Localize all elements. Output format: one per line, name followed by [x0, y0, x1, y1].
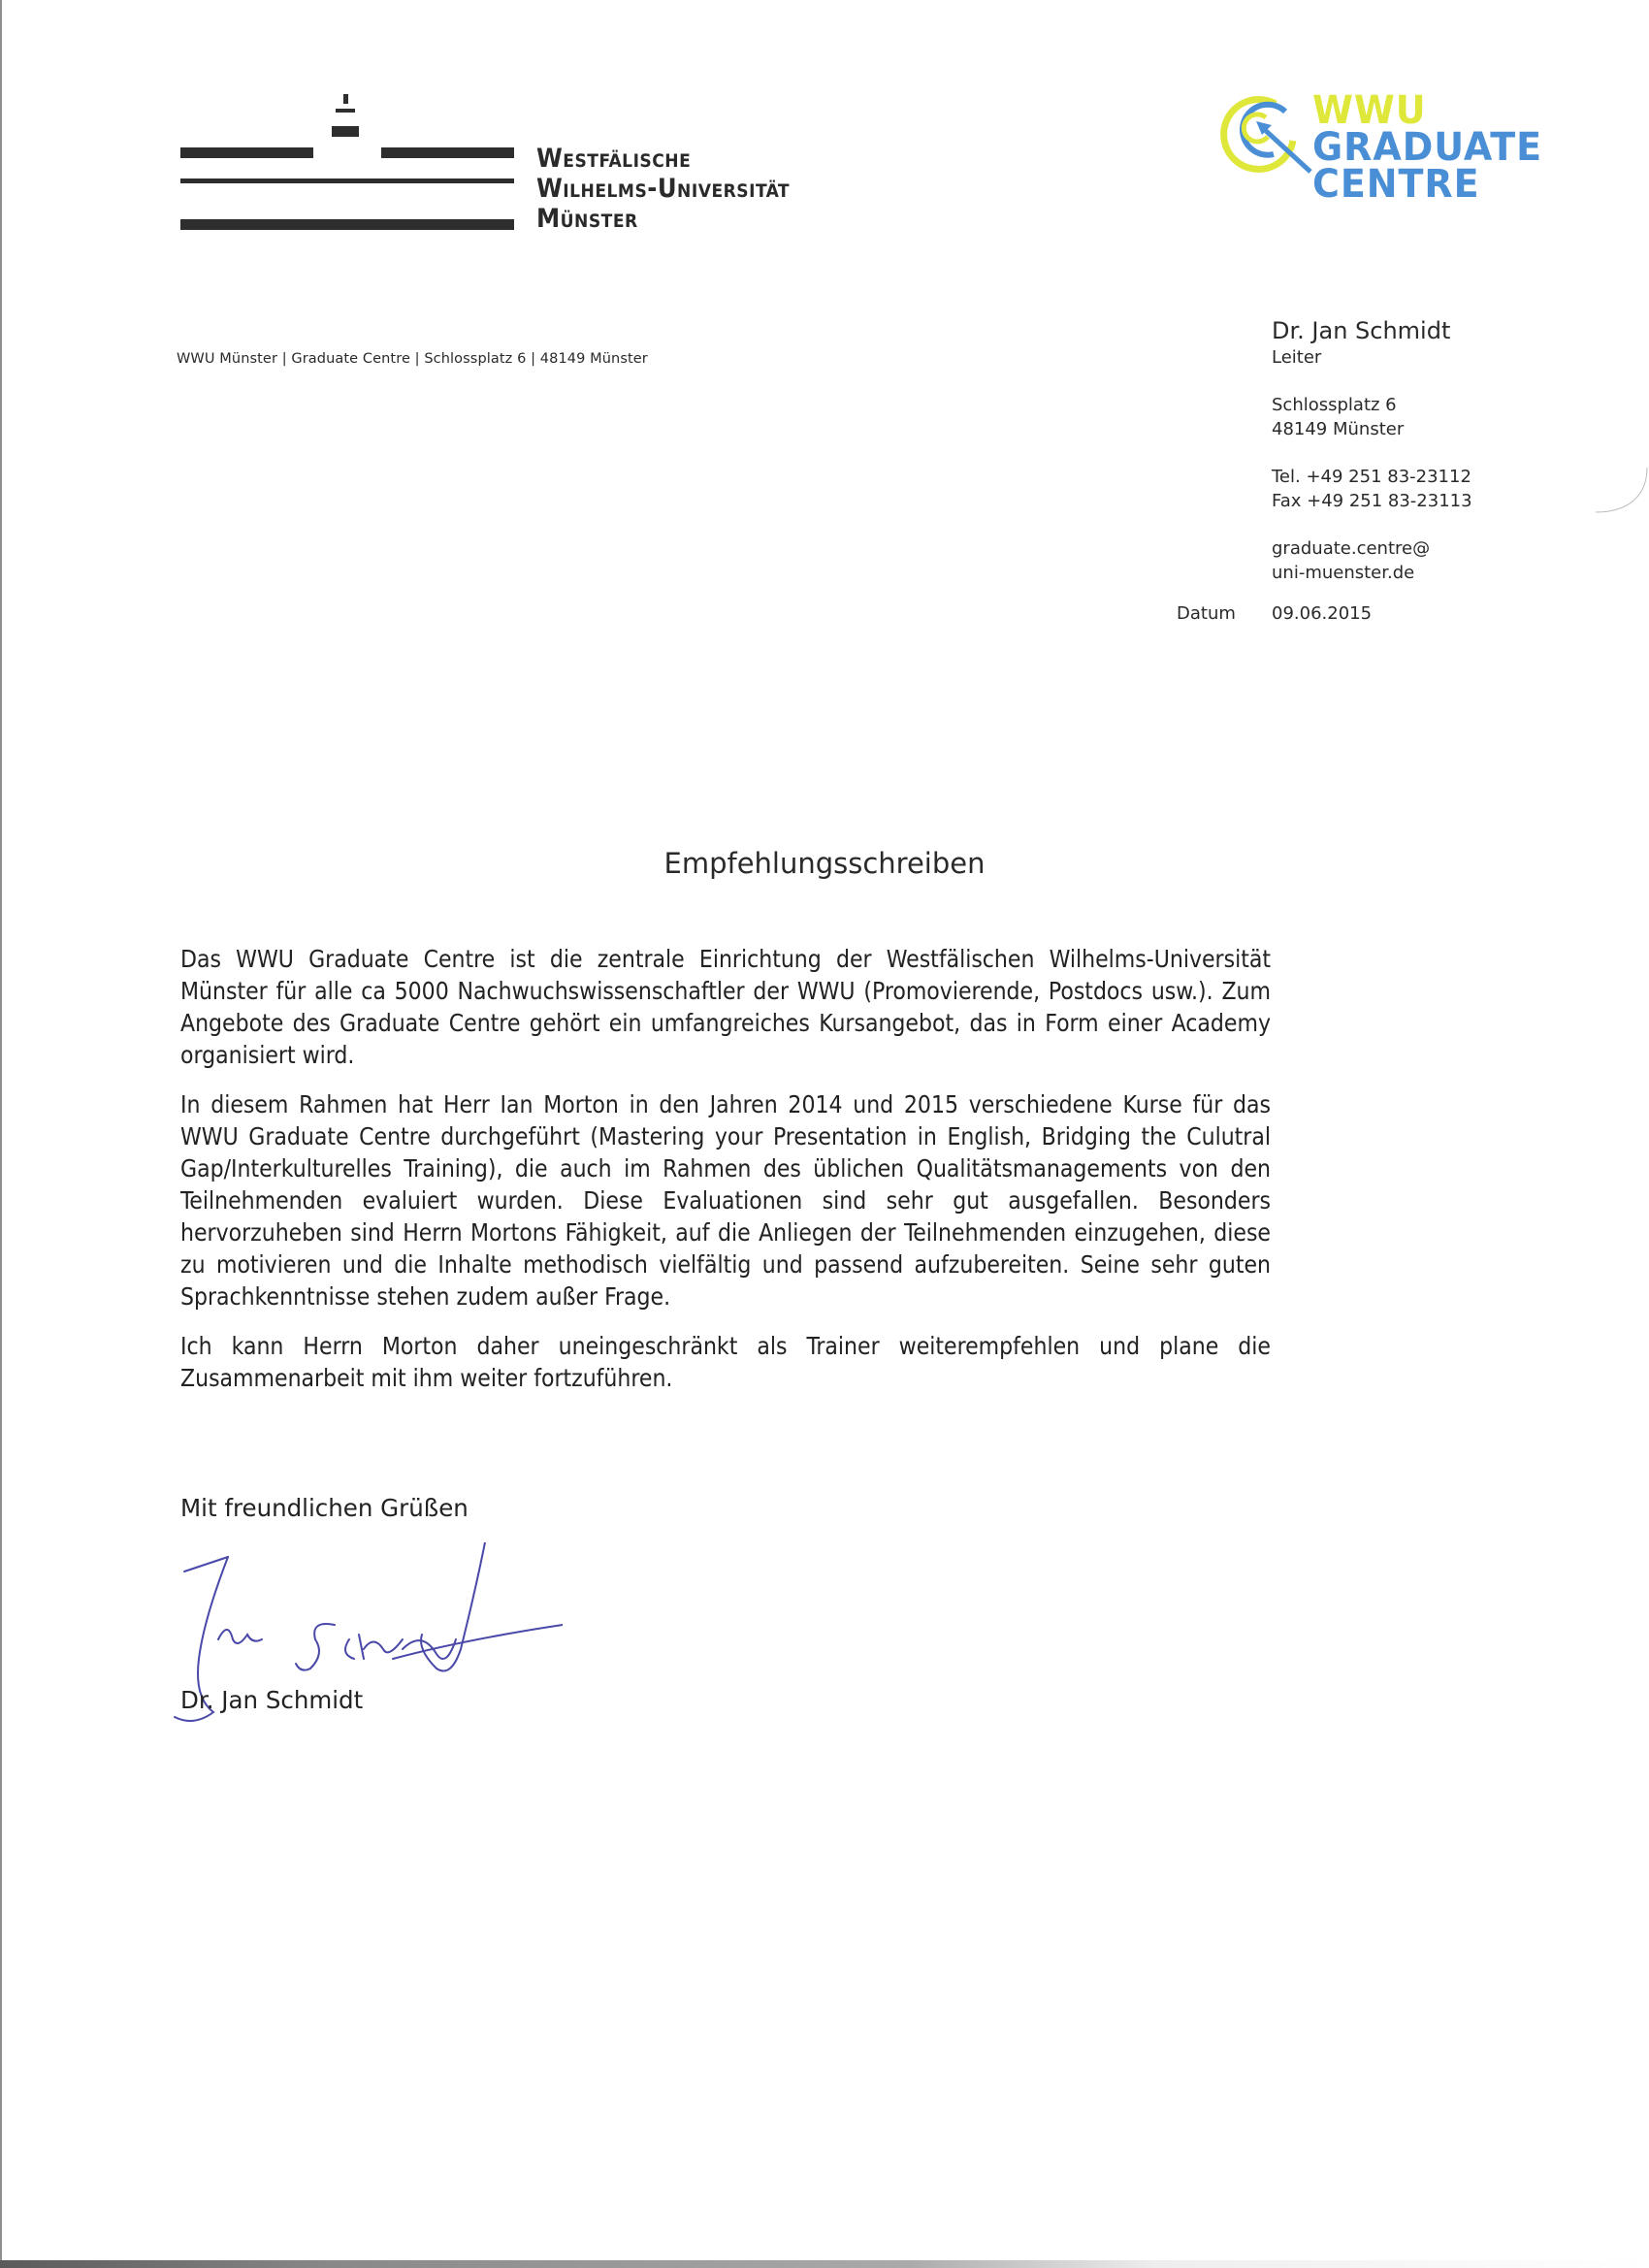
contact-role: Leiter	[1272, 347, 1322, 368]
gc-logo-centre: CENTRE	[1312, 162, 1480, 207]
contact-street: Schlossplatz 6	[1272, 395, 1397, 415]
contact-email-1: graduate.centre@	[1272, 538, 1431, 559]
gc-logo-wwu: WWU	[1312, 88, 1427, 133]
university-name-line-2: Wilhelms-Universität	[536, 174, 791, 204]
sender-address-line: WWU Münster | Graduate Centre | Schlossplatz 6 | 48149 Münster	[177, 351, 648, 367]
university-name-line-1: Westfälische	[536, 144, 692, 174]
signer-name: Dr. Jan Schmidt	[180, 1686, 364, 1714]
contact-email-2: uni-muenster.de	[1272, 563, 1415, 583]
paragraph-2: In diesem Rahmen hat Herr Ian Morton in den Jahren 2014 und 2015 verschiedene Kurse für das WWU Graduate Centre durchgeführt (Mastering your Presentation in English, Bridging the Culutral Gap/Interkulturelles Training), die auch im Rahmen des üblichen Qualitätsmanagements von den Teilnehmenden evaluiert wurden. Diese Evaluationen sind sehr gut ausgefallen. Besonders hervorzuheben sind Herrn Mortons Fähigkeit, auf die Anliegen der Teilnehmenden einzugehen, diese zu motivieren und die Inhalte methodisch vielfältig und passend aufzubereiten. Seine sehr guten Sprachkenntnisse stehen zudem außer Frage.	[180, 1090, 1271, 1311]
letter-body	[180, 943, 1271, 1411]
contact-tel: Tel. +49 251 83-23112	[1272, 467, 1471, 487]
gc-logo-graduate: GRADUATE	[1312, 125, 1543, 170]
paragraph-1: Das WWU Graduate Centre ist die zentrale Einrichtung der Westfälischen Wilhelms-Universität Münster für alle ca 5000 Nachwuchswissenschaftler der WWU (Promovierende, Postdocs usw.). Zum Angebote des Graduate Centre gehört ein umfangreiches Kursangebot, das in Form einer Academy organisiert wird.	[180, 945, 1271, 1069]
graduate-centre-logo	[1217, 88, 1567, 238]
university-logo-mark	[180, 92, 510, 238]
letter-subject: Empfehlungsschreiben	[663, 847, 986, 880]
contact-city: 48149 Münster	[1272, 419, 1405, 439]
target-arrow-icon	[1217, 92, 1314, 189]
contact-block	[1272, 316, 1472, 585]
date-value: 09.06.2015	[1272, 603, 1373, 624]
scan-edge-left	[0, 0, 2, 2268]
date-label: Datum	[1177, 603, 1236, 624]
contact-fax: Fax +49 251 83-23113	[1272, 491, 1472, 511]
graduate-centre-wordmark	[1312, 88, 1543, 207]
university-name	[536, 144, 790, 234]
university-name-line-3: Münster	[536, 204, 638, 234]
scan-edge-bottom	[0, 2260, 1649, 2268]
scan-artifact-curve	[1591, 466, 1649, 524]
paragraph-3: Ich kann Herrn Morton daher uneingeschränkt als Trainer weiterempfehlen und plane die Zusammenarbeit mit ihm weiter fortzuführen.	[180, 1332, 1271, 1392]
closing-salutation: Mit freundlichen Grüßen	[180, 1494, 469, 1522]
contact-name: Dr. Jan Schmidt	[1272, 317, 1451, 344]
